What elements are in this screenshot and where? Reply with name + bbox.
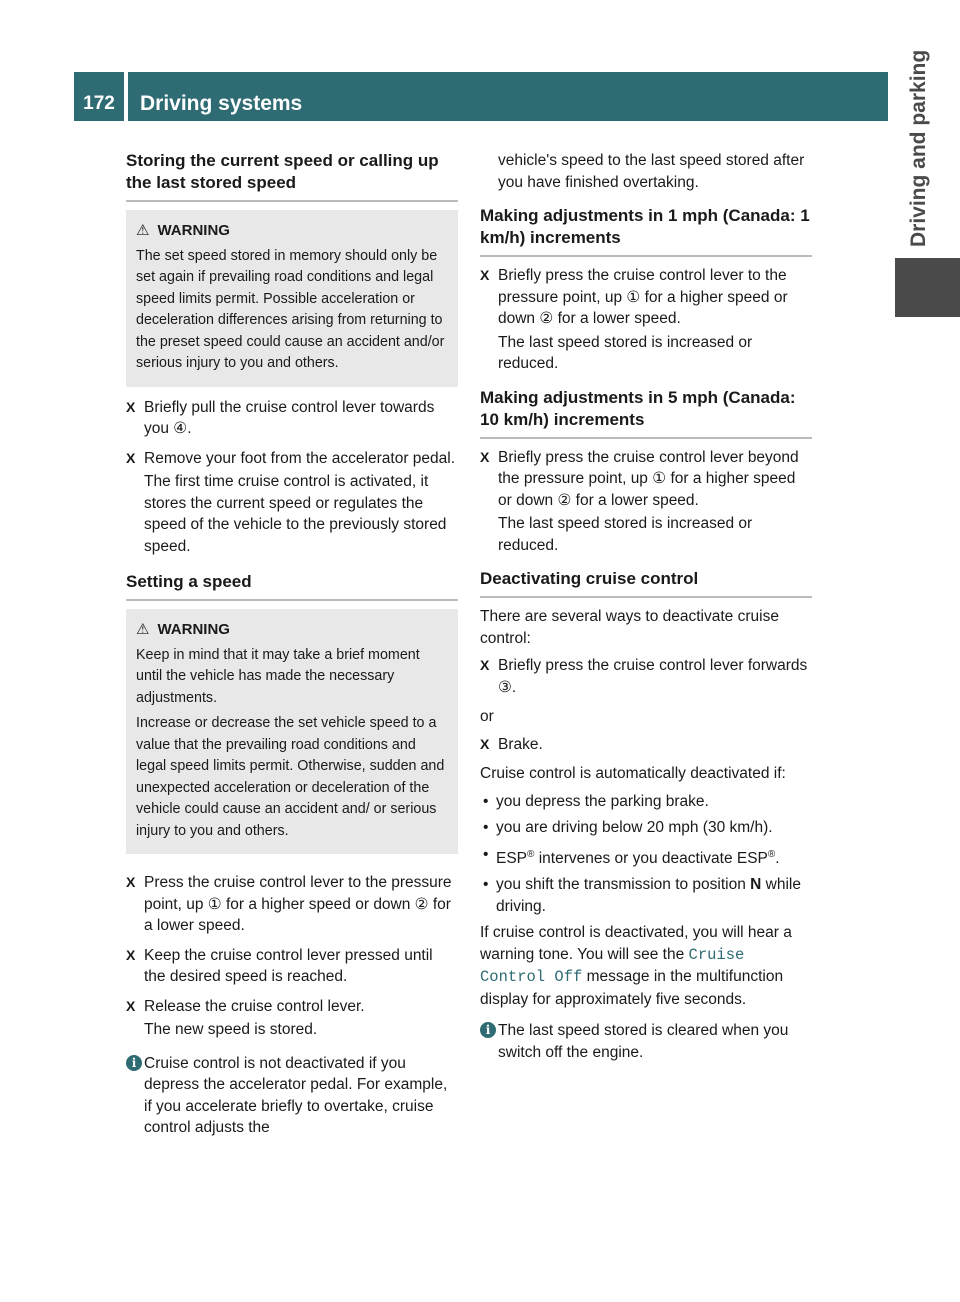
body-text: If cruise control is deactivated, you will hear a warning tone. You will see the Cruise Control Off message in the multifunction display for approximately five seconds.: [480, 924, 792, 1008]
step-result: The last speed stored is increased or reduced.: [498, 515, 753, 554]
step-result: The new speed is stored.: [144, 1021, 318, 1038]
body-text: Cruise control is automatically deactivated if:: [480, 765, 786, 782]
instruction-step: X Briefly press the cruise control lever beyond the pressure point, up ① for a higher speed or down ② for a lower speed.: [480, 447, 812, 512]
warning-box: [126, 609, 458, 854]
instruction-step: X Press the cruise control lever to the pressure point, up ① for a higher speed or down ② for a lower speed.: [126, 872, 458, 937]
instruction-step: X Brake.: [480, 734, 812, 756]
chapter-title: Driving systems: [140, 92, 303, 115]
warning-box: [126, 210, 458, 387]
warning-text: Keep in mind that it may take a brief moment until the vehicle has made the necessary adjustments.: [136, 646, 420, 706]
info-icon: i: [480, 1022, 496, 1038]
right-column: [480, 150, 812, 1069]
warning-title: ⚠ WARNING: [136, 220, 448, 242]
warning-text: Increase or decrease the set vehicle speed to a value that the prevailing road conditions and legal speed limits permit. Otherwise, sudden and unexpected acceleration or deceleration of the vehicle could cause an accident and/ or serious injury to you and others.: [136, 715, 445, 839]
continued-text: vehicle's speed to the last speed stored after you have finished overtaking.: [498, 152, 805, 191]
warning-title: ⚠ WARNING: [136, 619, 448, 641]
header-separator: [124, 72, 128, 121]
body-text: or: [480, 708, 494, 725]
instruction-step: X Briefly pull the cruise control lever towards you ④.: [126, 397, 458, 440]
step-result: The first time cruise control is activated, it stores the current speed or regulates the speed of the vehicle to the previously stored speed.: [144, 473, 447, 555]
list-item: • you depress the parking brake.: [480, 791, 812, 813]
section-heading: Setting a speed: [126, 571, 458, 601]
step-result: The last speed stored is increased or reduced.: [498, 333, 753, 372]
info-icon: i: [126, 1055, 142, 1071]
info-note: i Cruise control is not deactivated if you depress the accelerator pedal. For example, if you accelerate briefly to overtake, cruise control adjusts the: [126, 1053, 458, 1139]
instruction-step: X Release the cruise control lever.: [126, 996, 458, 1018]
instruction-step: X Briefly press the cruise control lever forwards ③.: [480, 655, 812, 698]
instruction-step: X Keep the cruise control lever pressed until the desired speed is reached.: [126, 945, 458, 988]
section-heading: Making adjustments in 1 mph (Canada: 1 km/h) increments: [480, 205, 812, 257]
instruction-step: X Remove your foot from the accelerator pedal.: [126, 448, 458, 470]
list-item: • you are driving below 20 mph (30 km/h).: [480, 817, 812, 839]
side-tab-marker: [895, 258, 960, 317]
side-label-text: Driving and parking: [907, 49, 930, 247]
info-note: i The last speed stored is cleared when you switch off the engine.: [480, 1020, 812, 1063]
body-text: There are several ways to deactivate cruise control:: [480, 608, 779, 647]
warning-icon: ⚠: [136, 222, 150, 239]
left-column: [126, 150, 458, 1145]
list-item: • you shift the transmission to position N while driving.: [480, 874, 812, 917]
page-number: 172: [83, 93, 115, 114]
section-heading: Deactivating cruise control: [480, 568, 812, 598]
list-item: • ESP® intervenes or you deactivate ESP®.: [480, 844, 812, 870]
instruction-step: X Briefly press the cruise control lever to the pressure point, up ① for a higher speed or down ② for a lower speed.: [480, 265, 812, 330]
warning-icon: ⚠: [136, 621, 150, 638]
warning-text: The set speed stored in memory should only be set again if prevailing road conditions and legal speed limits permit. Possible acceleration or deceleration differences arising from returning to the preset speed could cause an accident and/or serious injury to you and others.: [136, 247, 445, 371]
display-message: Cruise Control Off: [480, 945, 745, 987]
section-heading: Storing the current speed or calling up the last stored speed: [126, 150, 458, 202]
section-heading: Making adjustments in 5 mph (Canada: 10 km/h) increments: [480, 387, 812, 439]
